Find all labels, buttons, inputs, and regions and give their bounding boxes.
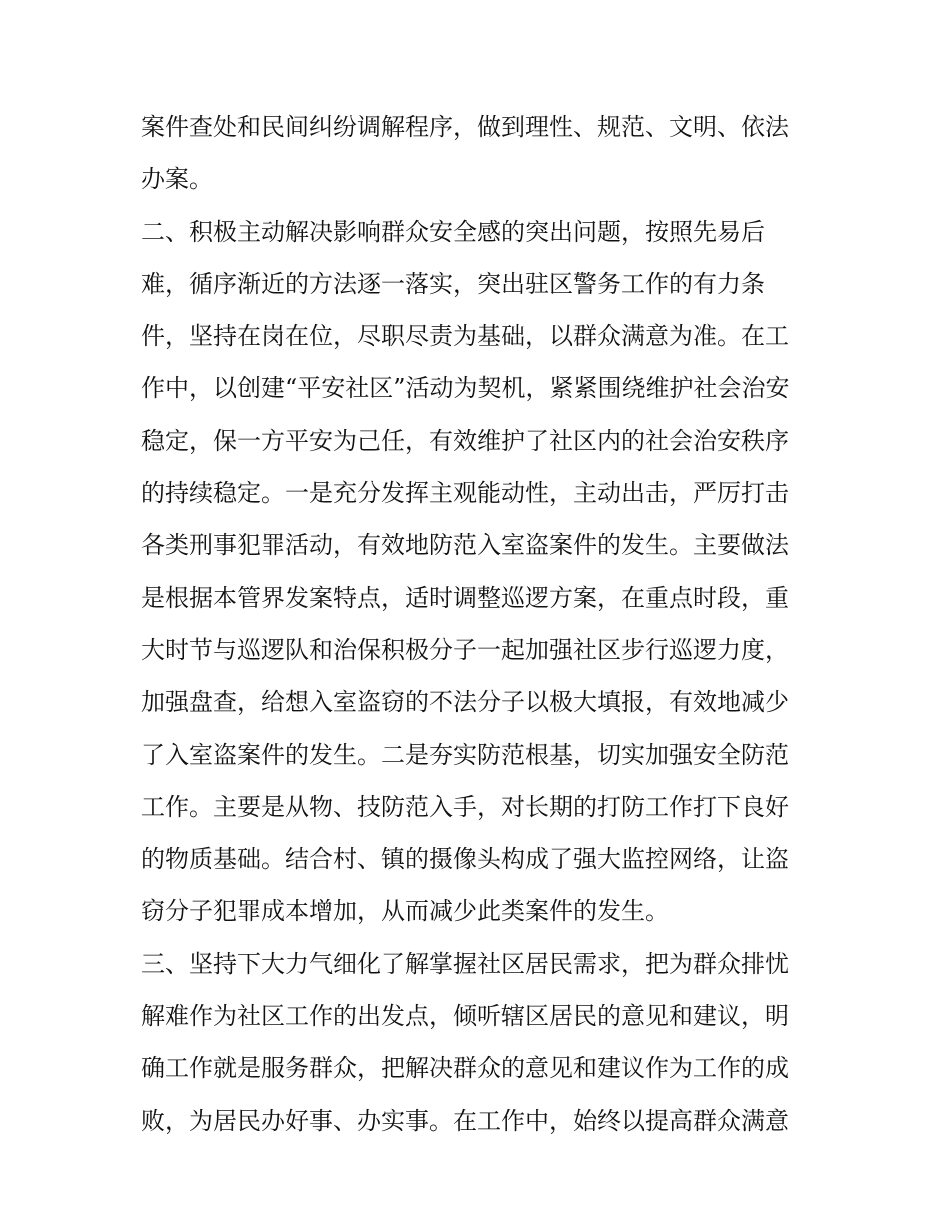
body-text: [141, 101, 821, 1147]
text-line: 加强盘查，给想入室盗窃的不法分子以极大填报，有效地减少: [141, 688, 789, 717]
text-line: 稳定，保一方平安为己任，有效维护了社区内的社会治安秩序: [141, 426, 789, 455]
text-line: 了入室盗案件的发生。二是夯实防范根基，切实加强安全防范: [141, 740, 789, 769]
text-line: 大时节与巡逻队和治保积极分子一起加强社区步行巡逻力度，: [141, 635, 789, 664]
text-line: 三、坚持下大力气细化了解掌握社区居民需求，把为群众排忧: [141, 949, 789, 978]
text-line: 是根据本管界发案特点，适时调整巡逻方案，在重点时段，重: [141, 583, 789, 612]
text-line: 各类刑事犯罪活动，有效地防范入室盗案件的发生。主要做法: [141, 531, 789, 560]
text-line: 难，循序渐近的方法逐一落实，突出驻区警务工作的有力条: [141, 269, 765, 298]
text-line: 窃分子犯罪成本增加，从而减少此类案件的发生。: [141, 897, 669, 926]
text-line: 确工作就是服务群众，把解决群众的意见和建议作为工作的成: [141, 1054, 789, 1083]
text-line: 作中，以创建“平安社区”活动为契机，紧紧围绕维护社会治安: [141, 374, 790, 403]
text-line: 案件查处和民间纠纷调解程序，做到理性、规范、文明、依法: [141, 113, 789, 141]
text-line: 解难作为社区工作的出发点，倾听辖区居民的意见和建议，明: [141, 1002, 789, 1031]
text-line: 办案。: [141, 165, 213, 194]
text-line: 的物质基础。结合村、镇的摄像头构成了强大监控网络，让盗: [141, 845, 789, 874]
text-line: 二、积极主动解决影响群众安全感的突出问题，按照先易后: [141, 217, 765, 246]
text-line: 工作。主要是从物、技防范入手，对长期的打防工作打下良好: [141, 792, 789, 821]
text-line: 败，为居民办好事、办实事。在工作中，始终以提高群众满意: [141, 1106, 789, 1135]
text-line: 件，坚持在岗在位，尽职尽责为基础，以群众满意为准。在工: [141, 322, 789, 351]
text-line: 的持续稳定。一是充分发挥主观能动性，主动出击，严厉打击: [141, 479, 789, 508]
